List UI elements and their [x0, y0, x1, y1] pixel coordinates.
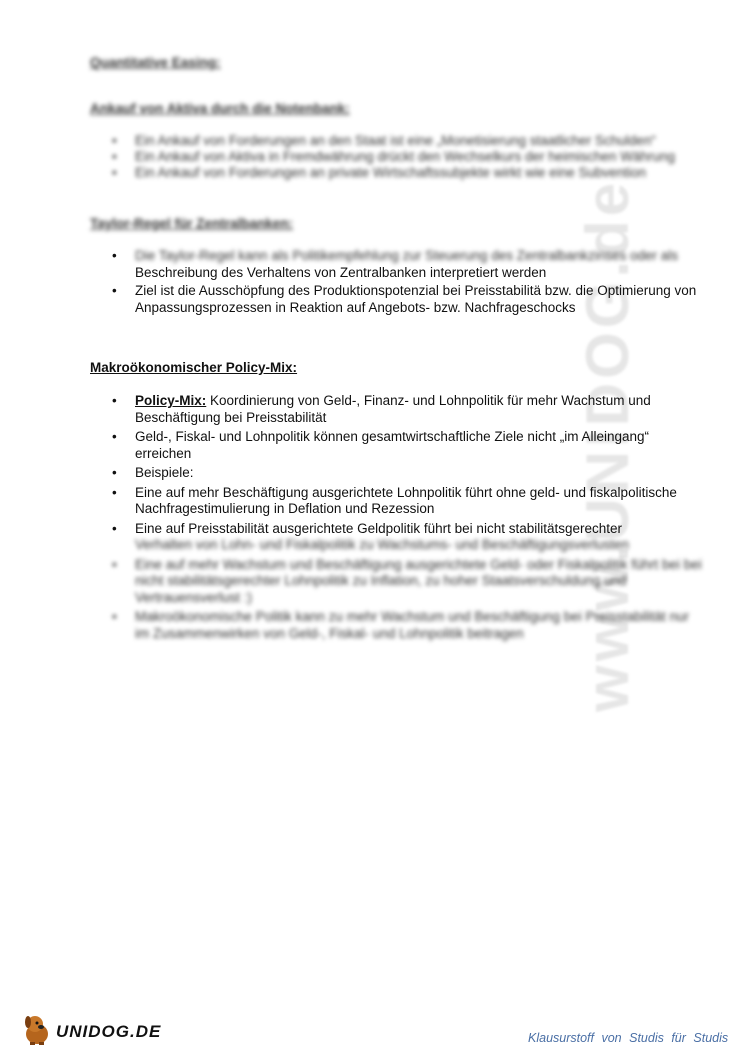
- list-item: • Ein Ankauf von Aktiva in Fremdwährung drückt den Wechselkurs der heimischen Währung: [112, 149, 702, 165]
- list-ankauf-aktiva: [112, 133, 702, 181]
- list-item: • Makroökonomische Politik kann zu mehr Wachstum und Beschäftigung bei Preisstabilität nur im Zusammenwirken von Geld-, Fiskal- und Lohnpolitik beitragen: [112, 609, 702, 642]
- heading-ankauf-aktiva: Ankauf von Aktiva durch die Notenbank:: [90, 101, 350, 116]
- list-item-text: Beschreibung des Verhaltens von Zentralbanken interpretiert werden: [135, 264, 547, 280]
- policy-mix-label: Policy-Mix:: [135, 393, 207, 408]
- list-policy-mix: [112, 393, 702, 645]
- list-item: • Eine auf mehr Beschäftigung ausgerichtete Lohnpolitik führt ohne geld- und fiskalpolitische Nachfragestimulierung in Deflation und Rezession: [112, 485, 702, 518]
- list-item: • Ziel ist die Ausschöpfung des Produktionspotenzial bei Preisstabilitä bzw. die Optimierung von Anpassungsprozessen in Reaktion auf Angebots- bzw. Nachfrageschocks: [112, 283, 702, 316]
- footer-tagline: Klausurstoff von Studis für Studis: [528, 1031, 729, 1045]
- heading-policy-mix: Makroökonomischer Policy-Mix:: [90, 360, 298, 375]
- blurred-text: Die Taylor-Regel kann als Politikempfehlung zur Steuerung des Zentralbankzinses oder als: [135, 248, 679, 263]
- list-item: • Beispiele:: [112, 465, 702, 482]
- list-item: [112, 521, 702, 554]
- list-item: • Ein Ankauf von Forderungen an private Wirtschaftssubjekte wirkt wie eine Subvention: [112, 165, 702, 181]
- dog-mascot-icon: [22, 1012, 52, 1046]
- unidog-logo: [22, 1010, 162, 1050]
- list-item: [112, 393, 702, 426]
- logo-text: UNIDOG.DE: [56, 1022, 162, 1041]
- blurred-text: Verhalten von Lohn- und Fiskalpolitik zu Wachstums- und Beschäftigungsverlusten: [135, 537, 630, 552]
- watermark-text: www.UNIDOG.de: [574, 178, 641, 712]
- heading-quantitative-easing: Quantitative Easing:: [90, 55, 221, 70]
- list-item: • Geld-, Fiskal- und Lohnpolitik können gesamtwirtschaftliche Ziele nicht „im Alleingang“ erreichen: [112, 429, 702, 462]
- list-taylor-regel: [112, 248, 702, 318]
- list-item: • Eine auf mehr Wachstum und Beschäftigung ausgerichtete Geld- oder Fiskalpolitik führt bei bei nicht stabilitätsgerechter Lohnpolitik zu Inflation, zu hoher Staatsverschuldung und Vertrauensverlust :): [112, 557, 702, 607]
- list-item: • Ein Ankauf von Forderungen an den Staat ist eine „Monetisierung staatlicher Schulden“: [112, 133, 702, 149]
- list-item: [112, 248, 702, 281]
- heading-taylor-regel: Taylor-Regel für Zentralbanken:: [90, 216, 294, 231]
- list-item-text: Eine auf Preisstabilität ausgerichtete Geldpolitik führt bei nicht stabilitätsgerechter: [135, 520, 623, 536]
- list-item-text: Koordinierung von Geld-, Finanz- und Lohnpolitik für mehr Wachstum und Beschäftigung bei Preisstabilität: [135, 393, 651, 425]
